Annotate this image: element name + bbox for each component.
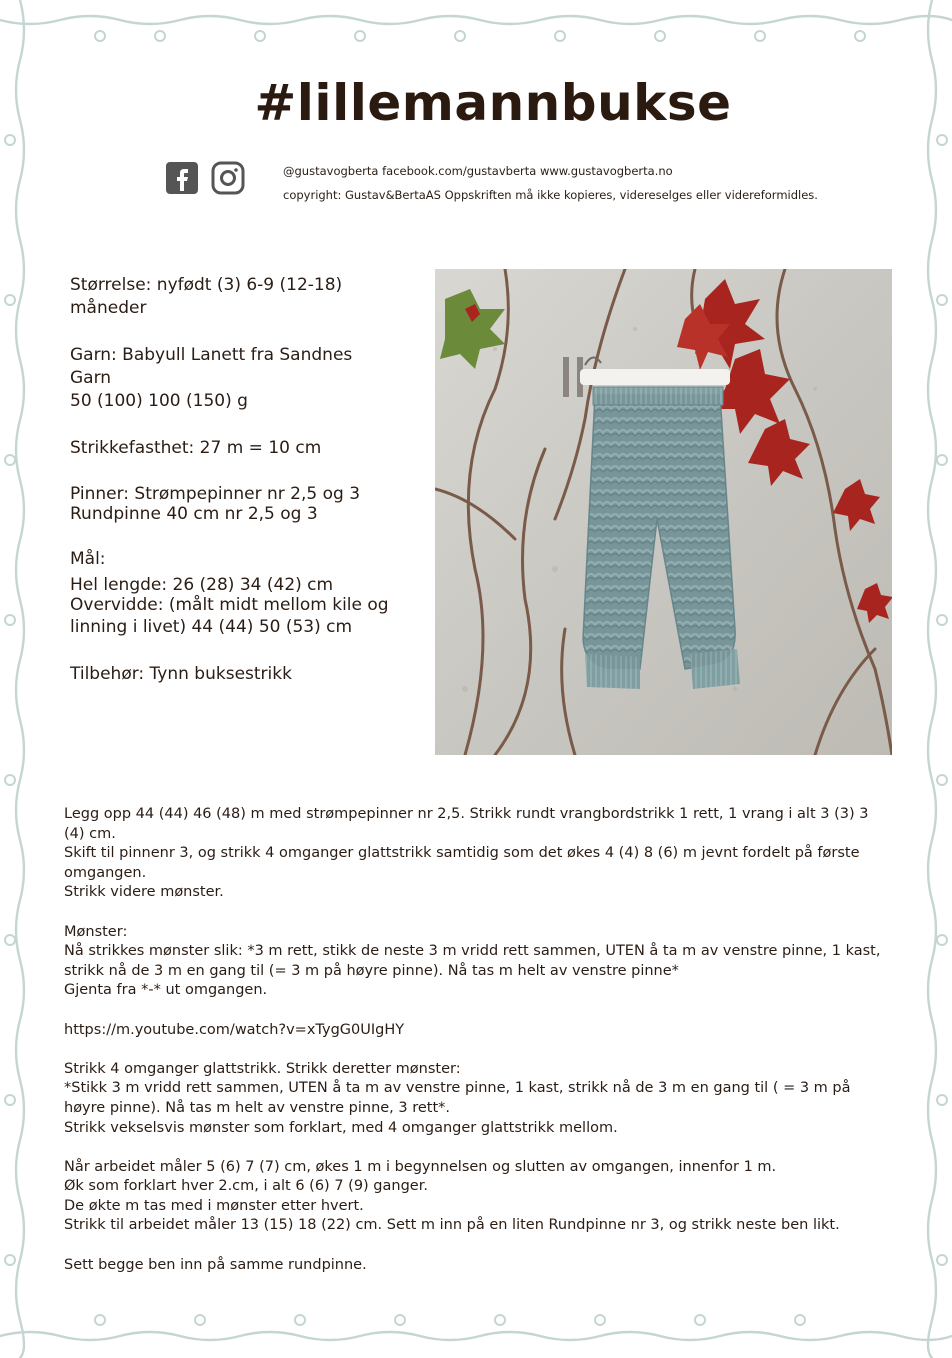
youtube-link[interactable]: https://m.youtube.com/watch?v=xTygG0UIgHY [64, 1021, 405, 1038]
social-handles: @gustavogberta facebook.com/gustavberta www.gustavogberta.no [283, 164, 673, 178]
instruction-join-legs: Sett begge ben inn på samme rundpinne. [64, 1256, 367, 1273]
knitted-pants-image [435, 269, 892, 755]
header-meta [283, 159, 818, 207]
instagram-icon[interactable] [211, 161, 245, 195]
spec-measures: Mål: Hel lengde: 26 (28) 34 (42) cm Overvidde: (målt midt mellom kile og linning i livet) 44 (44) 50 (53) cm [70, 549, 389, 637]
pattern-specs [70, 274, 420, 710]
spec-size: Størrelse: nyfødt (3) 6-9 (12-18) måneder [70, 275, 343, 318]
instruction-alternating: Strikk 4 omganger glattstrikk. Strikk deretter mønster: *Stikk 3 m vridd rett sammen, UTEN å ta m av venstre pinne, 1 kast, strikk nå de 3 m en gang til ( = 3 m på høyre pinne). Nå tas m helt av venstre pinne, 3 rett*. Strikk vekselsvis mønster som forklart, med 4 omganger glattstrikk mellom. [64, 1060, 851, 1136]
copyright-notice: copyright: Gustav&BertaAS Oppskriften må ikke kopieres, videreselges eller videreformidles. [283, 188, 818, 202]
instruction-cast-on: Legg opp 44 (44) 46 (48) m med strømpepinner nr 2,5. Strikk rundt vrangbordstrikk 1 rett, 1 vrang i alt 3 (3) 3 (4) cm. Skift til pinnenr 3, og strikk 4 omganger glattstrikk samtidig som det økes 4 (4) 8 (6) m jevnt fordelt på første omgangen. Strikk videre mønster. [64, 806, 869, 901]
social-icons [165, 161, 245, 195]
knitting-instructions [64, 805, 890, 1295]
facebook-icon[interactable] [165, 161, 199, 195]
spec-accessories: Tilbehør: Tynn buksestrikk [70, 664, 292, 684]
spec-yarn: Garn: Babyull Lanett fra Sandnes Garn 50 (100) 100 (150) g [70, 345, 353, 411]
pattern-title: #lillemannbukse [254, 74, 732, 132]
product-photo [435, 269, 892, 755]
instruction-video-link [64, 1021, 890, 1041]
instruction-increases: Når arbeidet måler 5 (6) 7 (7) cm, økes 1 m i begynnelsen og slutten av omgangen, innenfor 1 m. Øk som forklart hver 2.cm, i alt 6 (6) 7 (9) ganger. De økte m tas med i mønster etter hvert. Strikk til arbeidet måler 13 (15) 18 (22) cm. Sett m inn på en liten Rundpinne nr 3, og strikk neste ben likt. [64, 1158, 840, 1234]
instruction-pattern: Mønster: Nå strikkes mønster slik: *3 m rett, stikk de neste 3 m vridd rett sammen, UTEN å ta m av venstre pinne, 1 kast, strikk nå de 3 m en gang til (= 3 m på høyre pinne). Nå tas m helt av venstre pinne* Gjenta fra *-* ut omgangen. [64, 923, 881, 999]
spec-needles: Pinner: Strømpepinner nr 2,5 og 3 Rundpinne 40 cm nr 2,5 og 3 [70, 484, 361, 524]
spec-gauge: Strikkefasthet: 27 m = 10 cm [70, 438, 322, 458]
